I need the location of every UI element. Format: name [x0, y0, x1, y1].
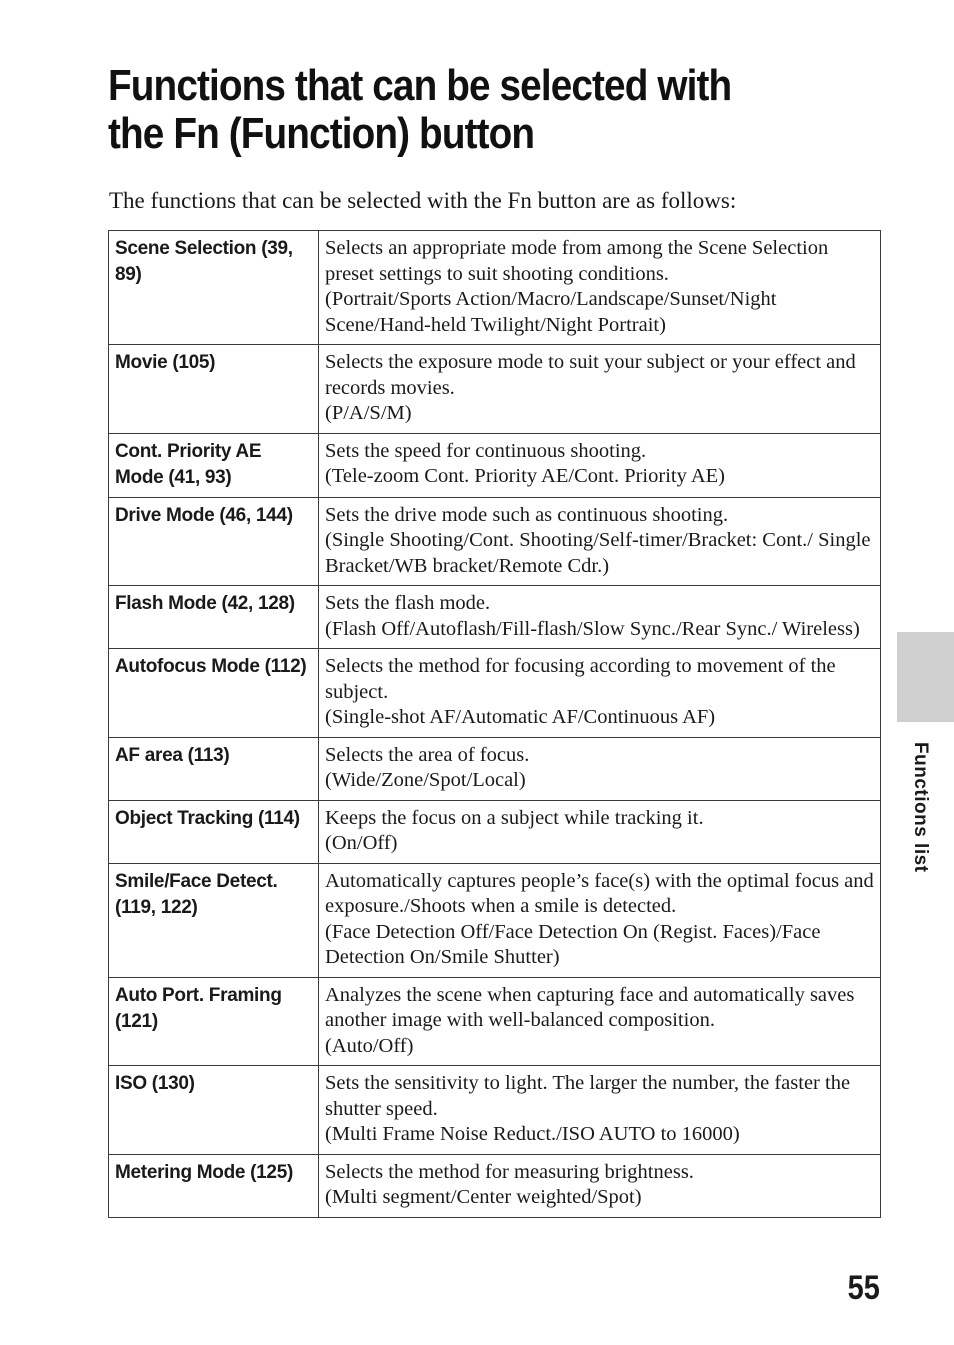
function-description	[319, 800, 881, 863]
function-name: Metering Mode (125)	[109, 1154, 319, 1217]
function-name: Object Tracking (114)	[109, 800, 319, 863]
description-options: (Tele-zoom Cont. Priority AE/Cont. Priority AE)	[325, 465, 725, 487]
description-options: (On/Off)	[325, 832, 398, 854]
function-description	[319, 977, 881, 1066]
section-label	[909, 742, 939, 882]
description-options: (Single Shooting/Cont. Shooting/Self-timer/Bracket: Cont./ Single Bracket/WB bracket/Remote Cdr.)	[325, 529, 871, 577]
section-tab-marker	[897, 632, 954, 722]
table-row	[109, 737, 881, 800]
description-line: Sets the drive mode such as continuous shooting.	[325, 503, 729, 526]
table-row	[109, 345, 881, 434]
function-name: Cont. Priority AE Mode (41, 93)	[109, 433, 319, 497]
function-description	[319, 737, 881, 800]
description-line: Automatically captures people’s face(s) with the optimal focus and exposure./Shoots when a smile is detected.	[325, 869, 874, 917]
table-row	[109, 231, 881, 345]
table-row	[109, 1066, 881, 1155]
function-description	[319, 649, 881, 738]
function-name: Drive Mode (46, 144)	[109, 497, 319, 586]
function-name: AF area (113)	[109, 737, 319, 800]
function-name: Flash Mode (42, 128)	[109, 586, 319, 649]
table-row	[109, 649, 881, 738]
description-options: (Portrait/Sports Action/Macro/Landscape/Sunset/Night Scene/Hand-held Twilight/Night Portrait)	[325, 288, 777, 336]
function-name: Autofocus Mode (112)	[109, 649, 319, 738]
description-line: Sets the sensitivity to light. The larger the number, the faster the shutter speed.	[325, 1072, 851, 1120]
function-name: ISO (130)	[109, 1066, 319, 1155]
page-title: Functions that can be selected with the Fn (Function) button	[108, 61, 732, 158]
function-description	[319, 231, 881, 345]
description-line: Sets the flash mode.	[325, 592, 491, 614]
function-description	[319, 345, 881, 434]
description-options: (P/A/S/M)	[325, 402, 412, 424]
function-description	[319, 1066, 881, 1155]
table-row	[109, 977, 881, 1066]
function-description	[319, 1154, 881, 1217]
description-line: Analyzes the scene when capturing face and automatically saves another image with well-balanced composition.	[325, 983, 855, 1031]
description-options: (Multi Frame Noise Reduct./ISO AUTO to 16000)	[325, 1123, 740, 1145]
function-description	[319, 433, 881, 497]
description-options: (Auto/Off)	[325, 1034, 414, 1057]
function-name: Movie (105)	[109, 345, 319, 434]
description-line: Selects the method for measuring brightness.	[325, 1160, 694, 1183]
description-line: Selects the method for focusing according to movement of the subject.	[325, 655, 836, 703]
function-description	[319, 863, 881, 977]
table-row	[109, 1154, 881, 1217]
table-row	[109, 863, 881, 977]
function-description	[319, 497, 881, 586]
page-number: 55	[847, 1269, 880, 1307]
description-line: Selects the area of focus.	[325, 743, 530, 766]
table-row	[109, 800, 881, 863]
table-row	[109, 433, 881, 497]
table-row	[109, 497, 881, 586]
section-label-text: Functions list	[910, 742, 931, 873]
description-options: (Face Detection Off/Face Detection On (Regist. Faces)/Face Detection On/Smile Shutter)	[325, 920, 821, 968]
function-name: Auto Port. Framing (121)	[109, 977, 319, 1066]
function-name: Smile/Face Detect. (119, 122)	[109, 863, 319, 977]
functions-table	[108, 230, 881, 1218]
description-options: (Multi segment/Center weighted/Spot)	[325, 1186, 642, 1208]
description-options: (Single-shot AF/Automatic AF/Continuous AF)	[325, 706, 716, 728]
intro-text: The functions that can be selected with the Fn button are as follows:	[109, 188, 737, 213]
function-name: Scene Selection (39, 89)	[109, 231, 319, 345]
function-description	[319, 586, 881, 649]
description-line: Selects an appropriate mode from among the Scene Selection preset settings to suit shooting conditions.	[325, 237, 829, 285]
description-options: (Flash Off/Autoflash/Fill-flash/Slow Sync./Rear Sync./ Wireless)	[325, 617, 860, 640]
description-options: (Wide/Zone/Spot/Local)	[325, 769, 526, 791]
description-line: Sets the speed for continuous shooting.	[325, 439, 647, 462]
table-row	[109, 586, 881, 649]
description-line: Selects the exposure mode to suit your subject or your effect and records movies.	[325, 351, 856, 399]
description-line: Keeps the focus on a subject while tracking it.	[325, 806, 704, 829]
